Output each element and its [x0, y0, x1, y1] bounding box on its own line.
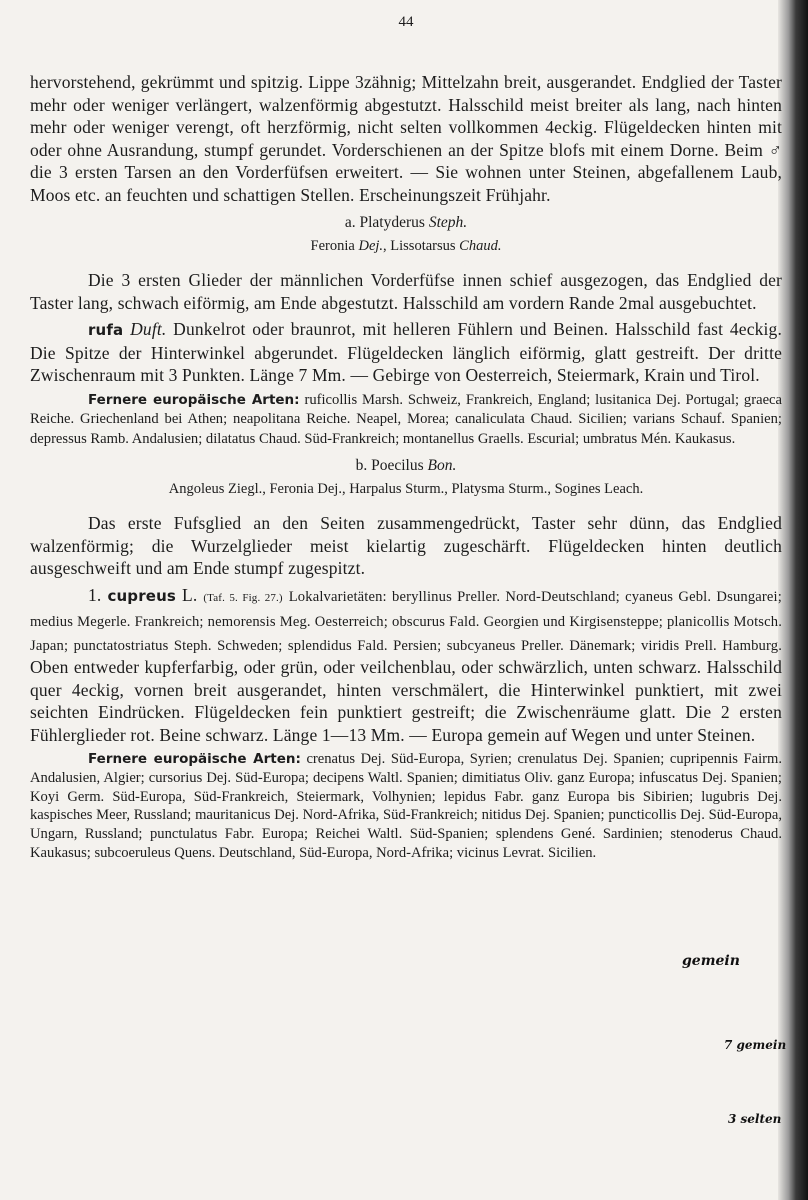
genus-a-label: a. Platyderus [344, 214, 425, 231]
species-rufa-text: Dunkelrot oder braunrot, mit helleren Fühlern und Beinen. Halsschild fast 4eckig. Die Spitze der Hinterwinkel abgerundet. Flügeldecken länglich eiförmig, glatt gestreift. Der dritte Zwischenraum mit 3 Punkten. Länge 7 Mm. — Gebirge von Oesterreich, Steiermark, Krain und Tirol. [30, 319, 782, 385]
page-number: 44 [398, 14, 414, 30]
genus-a-syn-2-author: Chaud. [459, 238, 502, 254]
species-rufa-entry [30, 318, 782, 387]
species-rufa-author: Duft. [130, 319, 167, 339]
species-cupreus-number: 1. [88, 584, 102, 605]
species-cupreus-plate-ref: (Taf. 5. Fig. 27.) [203, 591, 283, 604]
genus-b-label: b. Poecilus [355, 457, 424, 474]
genus-a-heading [30, 214, 782, 232]
genus-a-syn-1-author: Dej. [358, 238, 384, 254]
genus-a-syn-2: , Lissotarsus [383, 238, 456, 254]
genus-a-author: Steph. [428, 214, 468, 231]
handwritten-note-1: gemein [682, 953, 740, 969]
genus-a-further-text: ruficollis Marsh. Schweiz, Frankreich, England; lusitanica Dej. Portugal; graeca Reiche. Griechenland bei Athen; neapolitana Reiche. Neapel, Morea; canaliculata Chaud. Sicilien; varians Schauf. Spanien; depressus Ramb. Andalusien; dilatatus Chaud. Süd-Frankreich; montanellus Graells. Escurial; umbratus Mén. Kaukasus. [30, 391, 783, 447]
genus-a-further-label: Fernere europäische Arten: [88, 391, 300, 408]
genus-a-further-species [30, 391, 782, 450]
genus-a-syn-1: Feronia [310, 238, 355, 254]
species-cupreus-entry [30, 584, 782, 747]
genus-a-description: Die 3 ersten Glieder der männlichen Vorderfüfse innen schief ausgezogen, das Endglied der Taster lang, schwach eiförmig, am Ende abgestutzt. Halsschild am vordern Rande 2mal ausgebuchtet. [30, 270, 782, 313]
book-page [30, 14, 782, 863]
genus-b-synonyms: Angoleus Ziegl., Feronia Dej., Harpalus Sturm., Platysma Sturm., Sogines Leach. [168, 481, 644, 497]
handwritten-note-2: 7 gemein [724, 1038, 787, 1052]
genus-b-further-label: Fernere europäische Arten: [88, 751, 301, 767]
genus-a-synonyms [30, 238, 782, 255]
intro-paragraph: hervorstehend, gekrümmt und spitzig. Lippe 3zähnig; Mittelzahn breit, ausgerandet. Endglied der Taster mehr oder weniger verlängert, walzenförmig abgestutzt. Halsschild meist breiter als lang, nach hinten mehr oder weniger verengt, oft herzförmig, nicht selten vollkommen 4eckig. Flügeldecken hinten mit oder ohne Ausrandung, stumpf gerundet. Vorderschienen an der Spitze blofs mit einem Dorne. Beim ♂ die 3 ersten Tarsen an den Vorderfüfsen erweitert. — Sie wohnen unter Steinen, abgefallenem Laub, Moos etc. an feuchten und schattigen Stellen. Erscheinungszeit Frühjahr. [30, 72, 782, 205]
genus-b-further-species [30, 750, 782, 863]
genus-b-author: Bon. [427, 457, 457, 474]
genus-b-further-text: crenatus Dej. Süd-Europa, Syrien; crenulatus Dej. Spanien; cupripennis Fairm. Andalusien, Algier; cursorius Dej. Süd-Europa; decipens Waltl. Spanien; dimitiatus Oliv. ganz Europa; infuscatus Dej. Spanien; Koyi Germ. Süd-Europa, Süd-Frankreich, Steiermark, Volhynien; lepidus Fabr. ganz Europa bis Sibirien; lugubris Dej. kaspisches Meer, Russland; mauritanicus Dej. Nord-Afrika, Süd-Frankreich; nitidus Dej. Spanien; puncticollis Dej. Süd-Europa, Ungarn, Russland; punctulatus Fabr. Europa; Reichei Waltl. Süd-Spanien; splendens Gené. Sardinien; stenoderus Chaud. Kaukasus; subcoeruleus Quens. Deutschland, Süd-Europa, Nord-Afrika; vicinus Levrat. Sicilien. [30, 751, 782, 861]
species-cupreus-varieties: Lokalvarietäten: beryllinus Preller. Nord-Deutschland; cyaneus Gebl. Dsungarei; medius Megerle. Frankreich; nemorensis Meg. Oesterreich; obscurus Fald. Georgien und Kirgisensteppe; planicollis Motsch. Japan; punctatostriatus Steph. Schweden; splendidus Fald. Persien; subcyaneus Preller. Dänemark; viridis Prell. Hamburg. [30, 588, 782, 654]
species-cupreus-name: cupreus [107, 586, 176, 605]
genus-b-heading [30, 457, 782, 475]
handwritten-note-3: 3 selten [728, 1112, 782, 1126]
species-cupreus-author: L. [181, 584, 198, 605]
species-cupreus-text: Oben entweder kupferfarbig, oder grün, oder veilchenblau, oder schwärzlich, unten schwarz. Halsschild quer 4eckig, vornen breit ausgerandet, hinten verschmälert, die Hinterwinkel punktiert, mit zwei seichten Eindrücken. Flügeldecken fein punktiert gestreift; die Zwischenräume glatt. Die 2 ersten Fühlerglieder rot. Beine schwarz. Länge 1—13 Mm. — Europa gemein auf Wegen und unter Steinen. [30, 657, 782, 745]
genus-b-description: Das erste Fufsglied an den Seiten zusammengedrückt, Taster sehr dünn, das Endglied walzenförmig; die Wurzelglieder meist kielartig zugeschärft. Flügeldecken hinten deutlich ausgeschweift und am Ende stumpf zugespitzt. [30, 513, 782, 578]
book-spine-shadow [778, 0, 808, 1200]
species-rufa-name: rufa [88, 321, 124, 339]
